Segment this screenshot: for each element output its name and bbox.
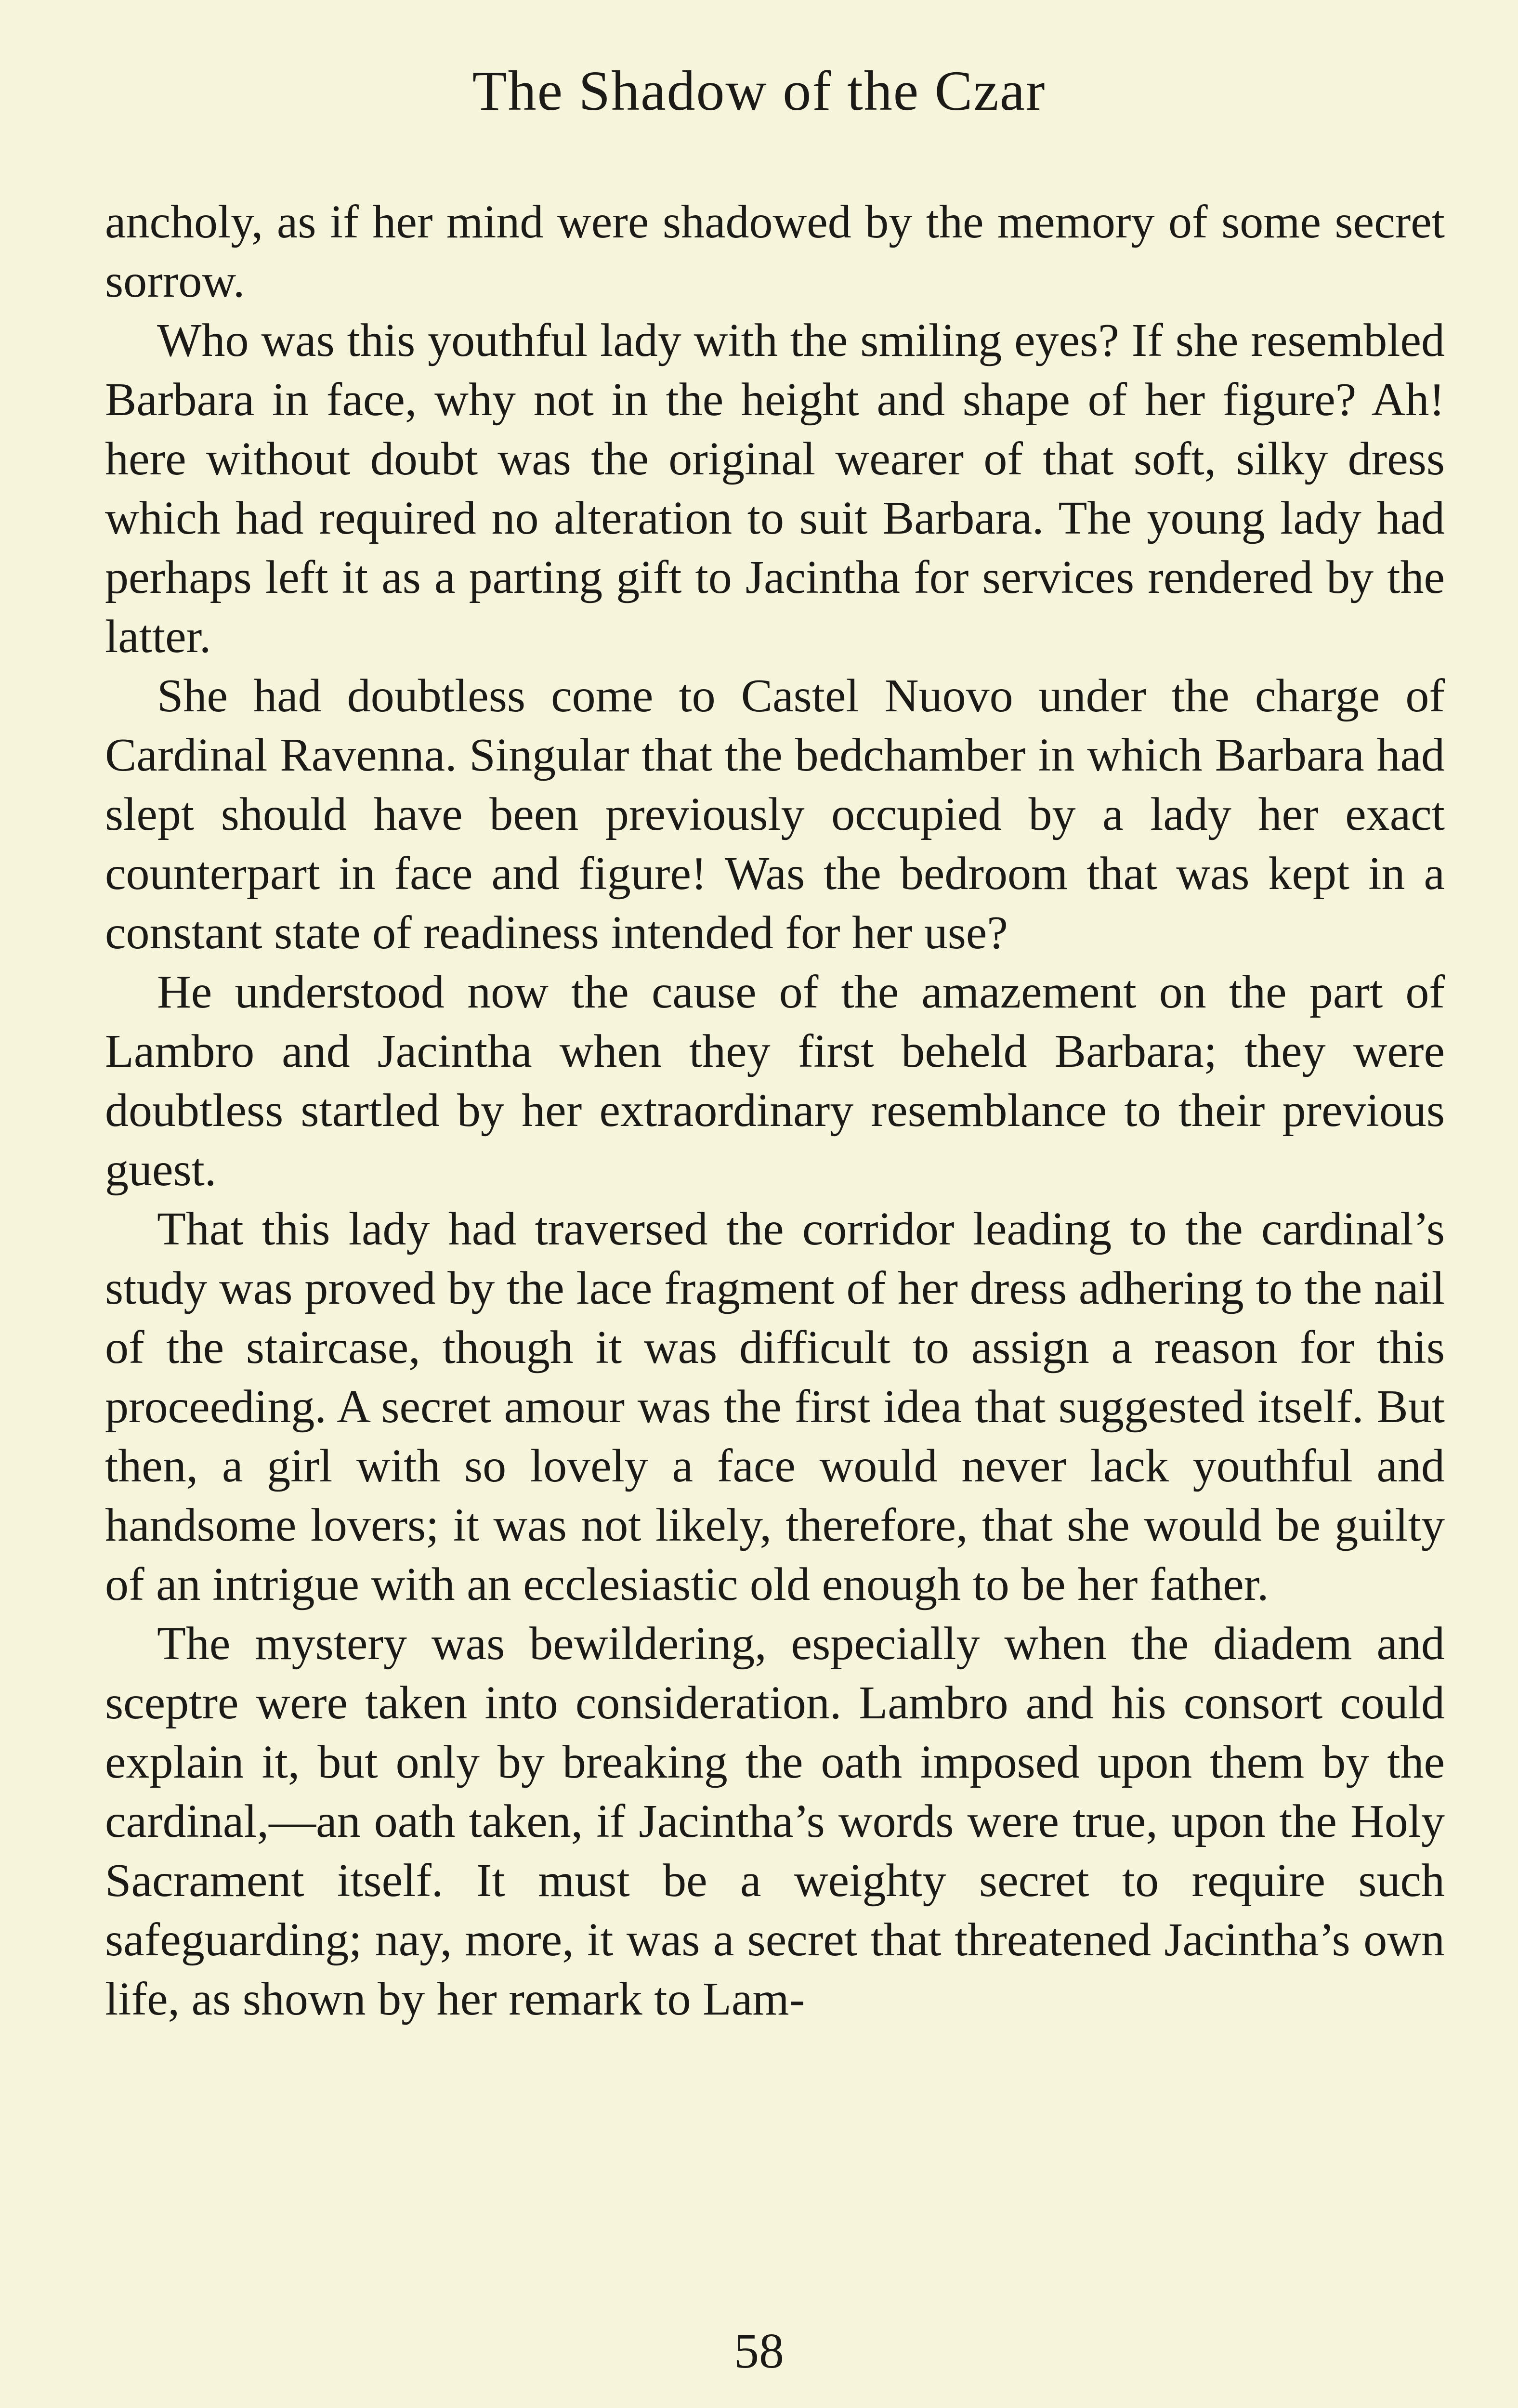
paragraph: She had doubtless come to Castel Nuovo under the charge of Cardinal Ravenna. Singular that the bedchamber in which Barbara had slept should have been previously occupied by a lady her exact counterpart in face and figure! Was the bedroom that was kept in a constant state of readiness intended for her use? [105,670,1445,959]
paragraph: He understood now the cause of the amazement on the part of Lambro and Jacintha when they first beheld Barbara; they were doubtless startled by her extraordinary resemblance to their previous guest. [105,966,1445,1196]
paragraph: ancholy, as if her mind were shadowed by the memory of some secret sorrow. [105,196,1445,307]
paragraph: That this lady had traversed the corridor leading to the cardinal’s study was proved by the lace fragment of her dress adhering to the nail of the staircase, though it was difficult to assign a reason for this proceeding. A secret amour was the first idea that suggested itself. But then, a girl with so lovely a face would never lack youthful and handsome lovers; it was not likely, therefore, that she would be guilty of an intrigue with an ecclesiastic old enough to be her father. [105,1203,1445,1610]
body-text [105,193,1445,2029]
paragraph: The mystery was bewildering, especially when the diadem and sceptre were taken into consideration. Lambro and his consort could explain it, but only by breaking the oath imposed upon them by the cardinal,—an oath taken, if Jacintha’s words were true, upon the Holy Sacrament itself. It must be a weighty secret to require such safeguarding; nay, more, it was a secret that threatened Jacintha’s own life, as shown by her remark to Lam- [105,1618,1445,2025]
running-head: The Shadow of the Czar [472,59,1046,122]
paragraph: Who was this youthful lady with the smiling eyes? If she resembled Barbara in face, why not in the height and shape of her figure? Ah! here without doubt was the original wearer of that soft, silky dress which had required no alteration to suit Barbara. The young lady had perhaps left it as a parting gift to Jacintha for services rendered by the latter. [105,314,1445,663]
page-number: 58 [734,2323,784,2379]
